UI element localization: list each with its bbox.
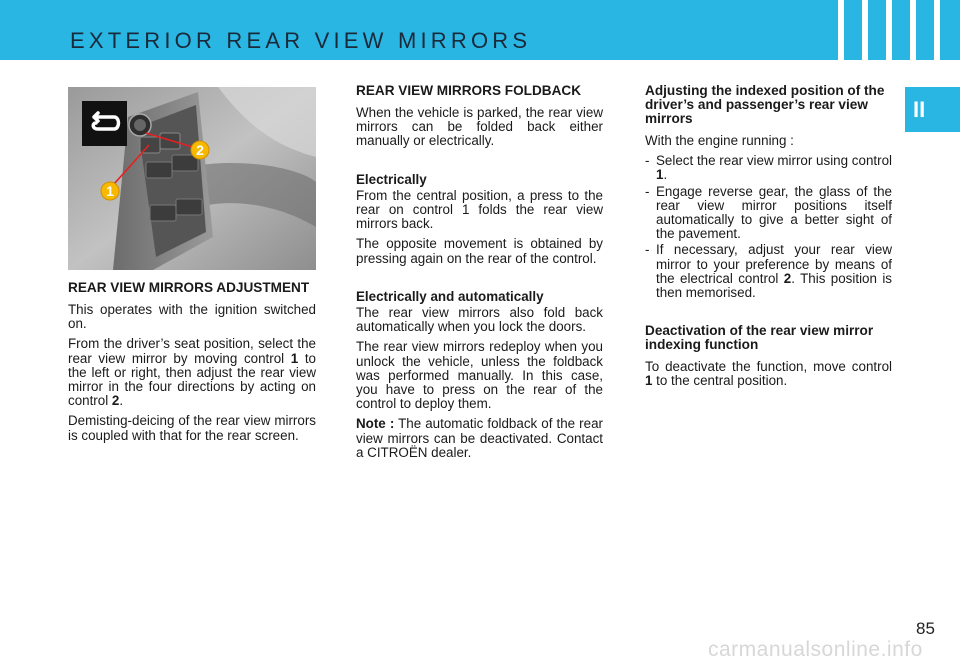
automatic-p1: The rear view mirrors also fold back automatically when you lock the doors. [356, 305, 603, 335]
deactivation-p: To deactivate the function, move control 1 to the central position. [645, 359, 892, 389]
header-bar [0, 0, 960, 60]
heading-deactivation: Deactivation of the rear view mirror indexing function [645, 323, 874, 353]
list-item: - Select the rear view mirror using control 1. [645, 153, 892, 183]
column-3 [645, 84, 892, 395]
column-2 [356, 84, 603, 466]
electrically-p2: The opposite movement is obtained by pressing again on the rear of the control. [356, 236, 603, 266]
foldback-intro: When the vehicle is parked, the rear view mirrors can be folded back either manually or electrically. [356, 105, 603, 149]
page-number: 85 [916, 619, 935, 638]
adjustment-p2: From the driver’s seat position, select the rear view mirror by moving control 1 to the left or right, then adjust the rear view mirror in the four directions by acting on control 2. [68, 336, 316, 409]
page-title: EXTERIOR REAR VIEW MIRRORS [70, 28, 532, 53]
heading-adjustment: REAR VIEW MIRRORS ADJUSTMENT [68, 280, 310, 295]
section-tab: II [905, 87, 960, 132]
list-item: - If necessary, adjust your rear view mirror to your preference by means of the electrical control 2. This position is then memorised. [645, 242, 892, 301]
heading-indexed-position: Adjusting the indexed position of the driver’s and passenger’s rear view mirrors [645, 83, 885, 126]
list-item: - Engage reverse gear, the glass of the rear view mirror positions itself automatically to give a better sight of the pavement. [645, 183, 892, 242]
heading-foldback: REAR VIEW MIRRORS FOLDBACK [356, 83, 582, 98]
door-control-photo [68, 87, 316, 270]
column-1 [68, 281, 316, 449]
indexed-intro: With the engine running : [645, 133, 794, 148]
adjustment-p3: Demisting-deicing of the rear view mirrors is coupled with that for the rear screen. [68, 413, 316, 443]
callout-1: 1 [106, 183, 114, 199]
subheading-electrically-automatically: Electrically and automatically [356, 288, 544, 304]
callout-2: 2 [196, 142, 204, 158]
watermark: carmanualsonline.info [708, 638, 923, 661]
electrically-p1: From the central position, a press to the rear on control 1 folds the rear view mirrors back. [356, 187, 603, 232]
automatic-p2: The rear view mirrors redeploy when you unlock the vehicle, unless the foldback was performed manually. In this case, you have to press on the rear of the control to deploy them. [356, 339, 603, 412]
note: Note : The automatic foldback of the rear view mirrors can be deactivated. Contact a CITROËN dealer. [356, 416, 603, 460]
adjustment-p1: This operates with the ignition switched on. [68, 302, 316, 332]
subheading-electrically: Electrically [356, 171, 427, 187]
